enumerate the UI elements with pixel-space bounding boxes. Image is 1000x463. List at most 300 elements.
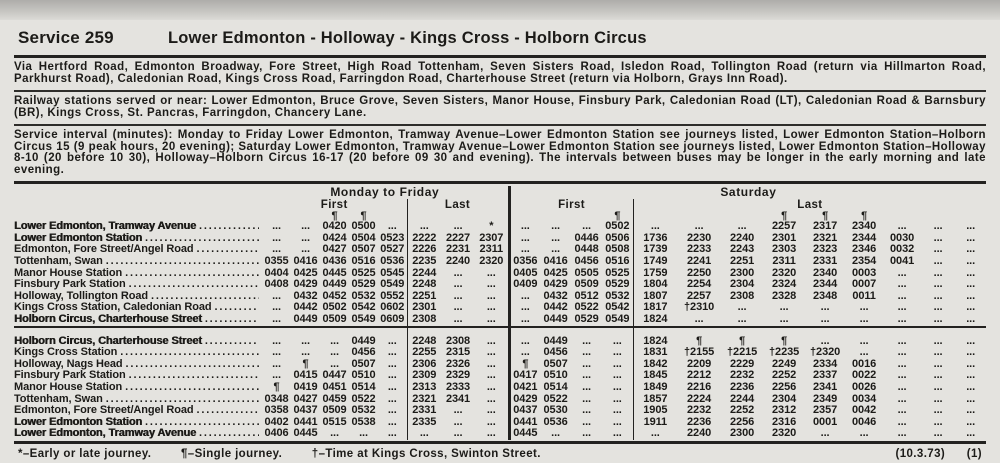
time-cell: 0447: [322, 370, 347, 382]
return-table-body: [14, 336, 986, 440]
dot-leader: [125, 268, 259, 280]
empty-cell: [883, 211, 921, 221]
empty-cell: ...: [453, 416, 463, 428]
time-cell: 2315: [445, 347, 471, 359]
time-cell: 0405: [509, 268, 540, 280]
time-cell: 0459: [322, 393, 347, 405]
time-cell: 2224: [687, 393, 712, 405]
empty-cell: ...: [694, 314, 704, 325]
empty-cell: ...: [966, 302, 976, 314]
time-cell: 0529: [574, 314, 599, 325]
station-name: Edmonton, Fore Street/Angel Road .....: [14, 244, 262, 256]
time-cell: 0421: [509, 382, 540, 394]
time-cell: 2254: [687, 279, 712, 291]
time-cell: 0449: [322, 279, 347, 291]
horizontal-rule: [14, 55, 986, 58]
time-cell: 0417: [509, 370, 540, 382]
time-cell: 2309: [407, 370, 441, 382]
time-cell: 0016: [852, 358, 877, 370]
empty-cell: ...: [633, 428, 677, 440]
time-cell: ¶: [739, 335, 746, 347]
time-cell: 2243: [730, 244, 755, 256]
empty-cell: ...: [612, 393, 622, 405]
time-cell: 0532: [605, 290, 630, 302]
time-cell: 2251: [730, 256, 755, 268]
time-cell: 1905: [633, 405, 677, 417]
service-interval-note: [14, 130, 986, 178]
time-cell: 0442: [543, 302, 568, 314]
time-cell: 2320: [479, 256, 504, 268]
time-cell: 0011: [852, 290, 876, 302]
time-cell: 0030: [890, 232, 915, 244]
time-cell: 0445: [322, 267, 347, 279]
station-name: [14, 211, 262, 221]
time-cell: 0007: [852, 279, 877, 291]
empty-cell: ...: [612, 347, 622, 359]
time-cell: 2349: [813, 393, 838, 405]
empty-cell: ...: [486, 267, 496, 279]
reference: [877, 448, 982, 460]
time-cell: 0538: [351, 416, 376, 428]
time-cell: 0505: [574, 267, 599, 279]
legend: [18, 448, 567, 460]
time-cell: 0356: [509, 256, 540, 268]
empty-cell: ...: [933, 347, 943, 359]
time-cell: 0549: [380, 279, 405, 291]
empty-cell: ...: [551, 221, 561, 233]
time-cell: 0525: [351, 267, 376, 279]
marker-row: [14, 211, 986, 221]
empty-cell: ...: [966, 347, 976, 359]
time-cell: 2233: [687, 244, 712, 256]
empty-cell: ...: [272, 221, 281, 233]
dot-leader: [199, 221, 259, 233]
empty-cell: ...: [272, 302, 281, 314]
time-cell: 2236: [730, 381, 755, 393]
empty-cell: ...: [582, 381, 592, 393]
empty-cell: [441, 211, 475, 221]
time-cell: 0602: [380, 302, 405, 314]
time-cell: 2317: [813, 221, 838, 233]
time-cell: 0441: [293, 416, 318, 428]
station-name: Holloway, Nags Head .....: [14, 359, 262, 371]
empty-cell: ...: [551, 244, 561, 256]
empty-cell: ...: [933, 416, 943, 428]
railway-stations-note: [14, 96, 986, 120]
time-cell: 0507: [351, 244, 376, 256]
time-cell: 2329: [445, 370, 471, 382]
table-row: [14, 359, 986, 371]
time-cell: 0449: [543, 314, 568, 325]
time-cell: 0451: [322, 381, 347, 393]
time-cell: 2300: [730, 428, 755, 440]
time-cell: 0509: [322, 314, 347, 325]
empty-cell: ...: [933, 405, 943, 417]
table-row: [14, 291, 986, 303]
empty-cell: ...: [509, 244, 540, 256]
table-row: [14, 233, 986, 245]
empty-cell: ...: [933, 314, 943, 325]
empty-cell: ...: [582, 335, 592, 347]
time-cell: 0515: [322, 416, 347, 428]
empty-cell: ...: [859, 335, 869, 347]
time-cell: 2311: [772, 256, 796, 268]
time-cell: 2235: [407, 256, 441, 268]
time-cell: 1739: [633, 244, 677, 256]
empty-cell: ...: [582, 428, 592, 440]
empty-cell: [14, 199, 262, 211]
time-cell: 2313: [407, 382, 441, 394]
empty-cell: ...: [966, 290, 976, 302]
empty-cell: ...: [301, 232, 310, 244]
empty-cell: ...: [330, 335, 339, 347]
time-cell: 0522: [574, 302, 599, 314]
empty-cell: ...: [897, 279, 907, 291]
time-cell: 1804: [633, 279, 677, 291]
time-cell: 2316: [772, 416, 797, 428]
time-cell: 2321: [813, 232, 838, 244]
time-cell: 0446: [574, 232, 599, 244]
service-timetable: [14, 186, 986, 440]
dot-leader: [197, 244, 259, 256]
time-cell: 0436: [322, 256, 347, 268]
empty-cell: ...: [966, 256, 976, 268]
empty-cell: ...: [387, 347, 397, 359]
empty-cell: ...: [897, 358, 907, 370]
empty-cell: ...: [407, 428, 441, 440]
time-cell: 2320: [772, 267, 797, 279]
time-cell: 2256: [730, 416, 755, 428]
empty-cell: ...: [897, 381, 907, 393]
empty-cell: ...: [453, 428, 463, 440]
empty-cell: [677, 211, 721, 221]
time-cell: 0452: [322, 290, 347, 302]
empty-cell: ...: [453, 314, 463, 325]
time-cell: 0522: [351, 393, 376, 405]
time-cell: 1824: [633, 314, 677, 327]
time-cell: 2301: [407, 302, 441, 314]
station-name: Tottenham, Swan .....: [14, 256, 262, 268]
time-cell: 0529: [351, 279, 376, 291]
time-cell: 2244: [730, 393, 755, 405]
empty-cell: ...: [509, 221, 540, 233]
empty-cell: ...: [387, 428, 397, 440]
time-cell: 0032: [890, 244, 915, 256]
empty-cell: ...: [387, 358, 397, 370]
saturday-header: Saturday: [509, 186, 986, 199]
empty-cell: ...: [272, 290, 281, 302]
time-cell: 0046: [852, 416, 877, 428]
empty-cell: ...: [272, 358, 281, 370]
time-cell: 2326: [445, 358, 471, 370]
time-cell: 0507: [543, 358, 568, 370]
time-cell: 2255: [407, 347, 441, 359]
empty-cell: ...: [820, 428, 830, 440]
time-cell: 0437: [293, 405, 318, 417]
time-cell: 0429: [293, 279, 318, 291]
time-cell: 0449: [351, 335, 376, 347]
dot-leader: [106, 256, 259, 268]
empty-cell: ...: [933, 267, 943, 279]
time-cell: 0355: [264, 256, 289, 268]
empty-cell: ...: [387, 370, 397, 382]
table-row: [14, 221, 986, 233]
time-cell: 2216: [687, 381, 712, 393]
time-cell: 0536: [380, 256, 405, 268]
empty-cell: ...: [966, 358, 976, 370]
time-cell: 2306: [407, 359, 441, 371]
empty-cell: ...: [820, 314, 830, 325]
empty-cell: ...: [582, 221, 592, 233]
station-name: Tottenham, Swan .....: [14, 394, 262, 406]
empty-cell: ...: [897, 335, 907, 347]
time-cell: 2321: [407, 394, 441, 406]
empty-cell: ...: [966, 232, 976, 244]
empty-cell: ...: [453, 302, 463, 314]
empty-cell: ...: [486, 335, 496, 347]
empty-cell: ...: [359, 428, 368, 440]
time-cell: 2346: [852, 244, 877, 256]
table-row: [14, 279, 986, 291]
time-cell: 0442: [293, 302, 318, 314]
title-bar: [14, 20, 986, 54]
station-name: Lower Edmonton Station .....: [14, 417, 262, 429]
time-cell: 2241: [687, 256, 712, 268]
weekday-last-label: Last: [407, 199, 509, 211]
empty-cell: ...: [486, 314, 496, 325]
time-cell: 2226: [407, 244, 441, 256]
empty-cell: [509, 211, 540, 221]
time-cell: 1845: [633, 370, 677, 382]
time-cell: 0542: [605, 302, 630, 314]
empty-cell: ...: [486, 428, 496, 440]
time-cell: 0456: [574, 256, 599, 268]
empty-cell: ...: [509, 291, 540, 303]
station-name: Edmonton, Fore Street/Angel Road .....: [14, 405, 262, 417]
empty-cell: ...: [612, 358, 622, 370]
empty-cell: ...: [582, 370, 592, 382]
table-row: [14, 244, 986, 256]
time-cell: 1824: [633, 336, 677, 348]
empty-cell: ...: [859, 428, 869, 440]
empty-cell: ...: [612, 381, 622, 393]
time-cell: 0429: [543, 279, 568, 291]
time-cell: 2323: [813, 244, 838, 256]
station-name: Kings Cross Station .....: [14, 347, 262, 359]
empty-cell: ...: [897, 370, 907, 382]
time-cell: 2340: [813, 267, 838, 279]
time-cell: 0416: [293, 256, 318, 268]
page-title: Lower Edmonton - Holloway - Kings Cross - Holborn Circus: [168, 29, 647, 47]
dot-leader: [129, 370, 259, 382]
time-cell: 0427: [293, 393, 318, 405]
station-name: Holborn Circus, Charterhouse Street .....: [14, 314, 262, 326]
table-row: [14, 417, 986, 429]
time-cell: 1736: [633, 233, 677, 245]
table-row: [14, 370, 986, 382]
time-cell: 2335: [407, 417, 441, 429]
table-row: [14, 336, 986, 348]
empty-cell: ...: [486, 302, 496, 314]
table-row: [14, 428, 986, 440]
table-row: [14, 394, 986, 406]
empty-cell: ...: [582, 393, 592, 405]
horizontal-rule: [14, 441, 986, 444]
time-cell: 2252: [772, 370, 797, 382]
empty-cell: ...: [453, 267, 463, 279]
time-cell: 2308: [730, 290, 755, 302]
time-cell: 0042: [852, 405, 877, 417]
time-cell: 0445: [293, 428, 318, 440]
time-cell: 0022: [852, 370, 877, 382]
empty-cell: ...: [486, 416, 496, 428]
empty-cell: ...: [551, 428, 561, 440]
time-cell: 1759: [633, 268, 677, 280]
empty-cell: ...: [387, 335, 397, 347]
empty-cell: ...: [966, 267, 976, 279]
empty-cell: ...: [387, 416, 397, 428]
time-cell: 2308: [445, 335, 471, 347]
empty-cell: [633, 327, 986, 336]
empty-cell: [571, 211, 602, 221]
empty-cell: ...: [387, 393, 397, 405]
station-name: Kings Cross Station, Caledonian Road .....: [14, 302, 262, 314]
time-cell: 2331: [407, 405, 441, 417]
empty-cell: ...: [933, 393, 943, 405]
empty-cell: [509, 327, 633, 336]
empty-cell: [407, 327, 509, 336]
empty-cell: ...: [933, 428, 943, 440]
station-name: Lower Edmonton, Tramway Avenue .....: [14, 428, 262, 440]
time-cell: 2236: [687, 416, 712, 428]
empty-cell: ...: [453, 290, 463, 302]
empty-cell: ...: [633, 221, 677, 233]
time-cell: 0523: [380, 232, 405, 244]
time-cell: 0510: [543, 370, 568, 382]
time-cell: 0408: [264, 279, 289, 291]
empty-cell: ...: [387, 405, 397, 417]
time-cell: 1807: [633, 291, 677, 303]
time-cell: 0416: [543, 256, 568, 268]
time-cell: ¶: [781, 335, 788, 347]
time-cell: 2250: [687, 267, 712, 279]
time-cell: 0437: [509, 405, 540, 417]
time-cell: 0041: [890, 256, 915, 268]
time-cell: 2344: [813, 279, 838, 291]
empty-cell: [921, 211, 955, 221]
time-cell: 2249: [772, 358, 797, 370]
time-cell: 2312: [772, 405, 797, 417]
time-cell: 0512: [574, 290, 599, 302]
time-cell: 2251: [407, 291, 441, 303]
dot-leader: [205, 314, 259, 326]
empty-cell: [475, 211, 509, 221]
time-cell: 0609: [380, 314, 405, 325]
time-cell: 0449: [543, 335, 568, 347]
table-row: [14, 256, 986, 268]
empty-cell: ...: [897, 393, 907, 405]
time-cell: ¶: [302, 358, 309, 370]
time-cell: 2304: [772, 393, 797, 405]
dot-leader: [205, 336, 259, 348]
empty-cell: ...: [509, 314, 540, 327]
empty-cell: ...: [582, 358, 592, 370]
empty-cell: ...: [453, 279, 463, 291]
time-cell: 0406: [264, 428, 289, 440]
time-cell: 2244: [407, 268, 441, 280]
time-cell: 0348: [264, 393, 289, 405]
time-cell: 0532: [351, 405, 376, 417]
time-cell: 1849: [633, 382, 677, 394]
time-cell: ¶: [331, 211, 338, 222]
time-cell: 2311: [479, 244, 504, 256]
time-cell: 2257: [687, 290, 712, 302]
station-name: Holborn Circus, Charterhouse Street .....: [14, 336, 262, 348]
station-name: Finsbury Park Station .....: [14, 370, 262, 382]
time-cell: 0001: [813, 416, 838, 428]
time-cell: 2308: [407, 314, 441, 327]
dot-leader: [145, 417, 259, 429]
empty-cell: ...: [737, 314, 747, 325]
empty-cell: ...: [486, 347, 496, 359]
first-last-header-row: [14, 199, 986, 211]
empty-cell: ...: [966, 405, 976, 417]
empty-cell: ...: [612, 428, 622, 440]
saturday-first-label: First: [509, 199, 633, 211]
time-cell: 0527: [380, 244, 405, 256]
table-row: [14, 314, 986, 327]
dot-leader: [126, 359, 259, 371]
empty-cell: ...: [509, 347, 540, 359]
time-cell: 2320: [772, 428, 797, 440]
time-cell: 2334: [813, 358, 838, 370]
empty-cell: ...: [966, 370, 976, 382]
time-cell: 0003: [852, 267, 877, 279]
time-cell: 1817: [633, 302, 677, 314]
empty-cell: ...: [933, 221, 943, 233]
outbound-table-body: [14, 211, 986, 326]
dot-leader: [129, 279, 259, 291]
time-cell: 2231: [445, 244, 471, 256]
empty-cell: ...: [272, 244, 281, 256]
empty-cell: ...: [897, 221, 907, 233]
time-cell: ¶: [861, 211, 868, 222]
station-name: Finsbury Park Station .....: [14, 279, 262, 291]
empty-cell: ...: [897, 267, 907, 279]
time-cell: 0441: [509, 417, 540, 429]
station-name: Manor House Station .....: [14, 268, 262, 280]
time-cell: ¶: [822, 211, 829, 222]
empty-cell: ...: [582, 347, 592, 359]
time-cell: 0529: [605, 279, 630, 291]
time-cell: 0420: [322, 221, 347, 233]
empty-cell: ...: [933, 302, 943, 314]
empty-cell: ...: [820, 302, 830, 314]
empty-cell: ...: [933, 335, 943, 347]
railway-stations-label: Railway stations served or near:: [14, 94, 208, 107]
time-cell: ¶: [696, 335, 703, 347]
time-cell: 2229: [730, 358, 755, 370]
day-header-row: [14, 186, 986, 199]
empty-cell: ...: [301, 244, 310, 256]
route-description: Via Hertford Road, Edmonton Broadway, Fore Street, High Road Tottenham, Seven Sisters Road, Isledon Road, Tollington Road (return via Hillmarton Road, Parkhurst Road), Caledonian Road, Kings Cross Road, Farringdon Road, Charterhouse Street (return via Holborn, Grays Inn Road).: [14, 61, 986, 85]
dot-leader: [214, 302, 259, 314]
station-name: Holloway, Tollington Road .....: [14, 291, 262, 303]
time-cell: 1831: [633, 347, 677, 359]
empty-cell: ...: [966, 416, 976, 428]
time-cell: 0509: [322, 405, 347, 417]
time-cell: ¶: [273, 381, 280, 393]
